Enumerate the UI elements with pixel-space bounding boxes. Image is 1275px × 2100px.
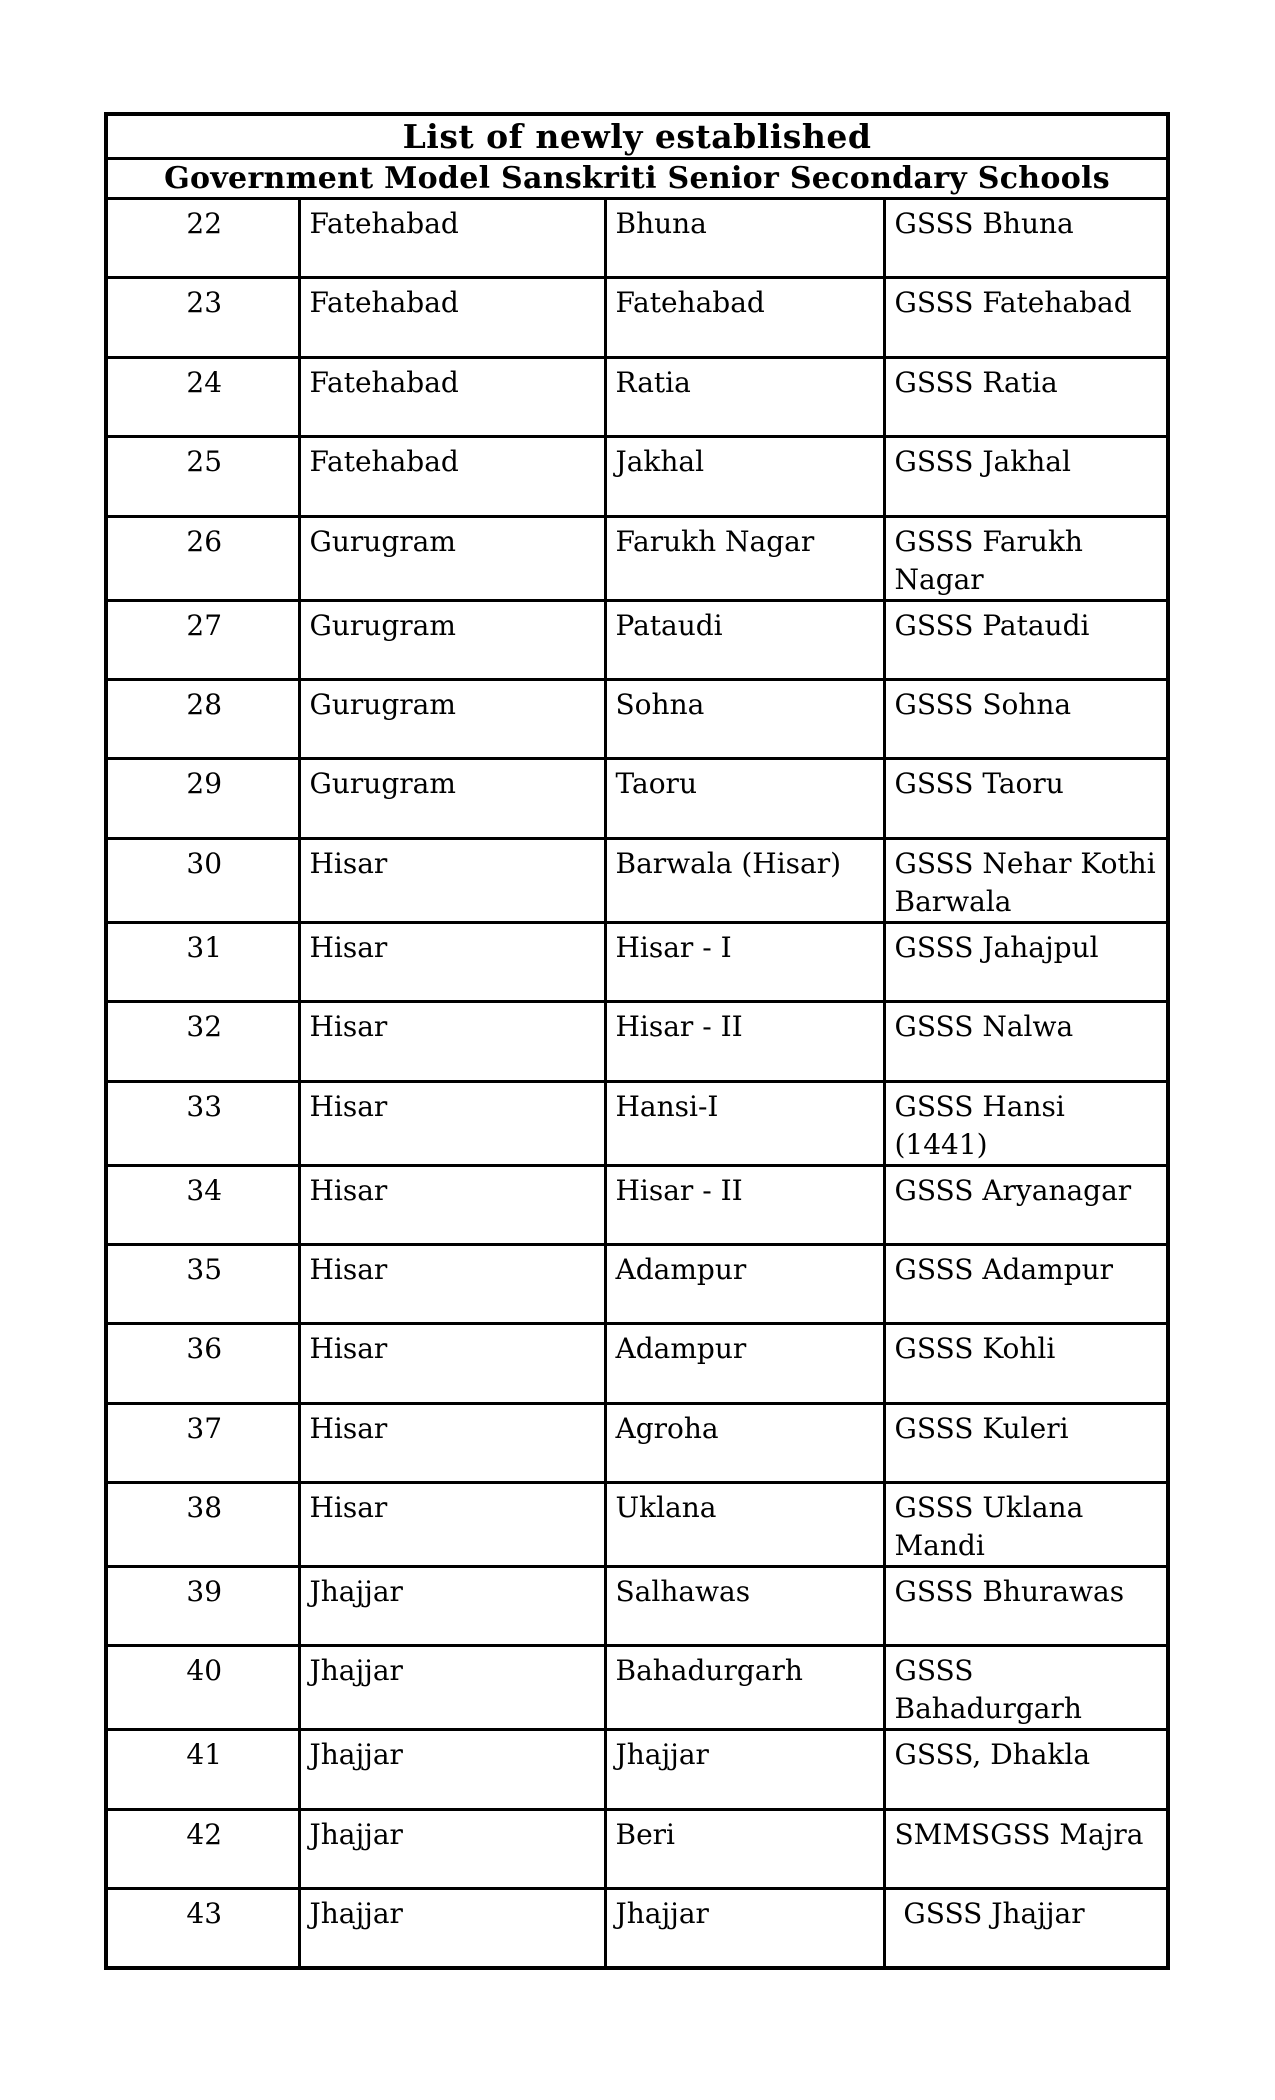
table-row bbox=[106, 199, 1168, 278]
cell-sno: 40 bbox=[106, 1646, 299, 1730]
cell-district: Hisar bbox=[299, 1081, 605, 1165]
cell-district: Jhajjar bbox=[299, 1646, 605, 1730]
cell-block: Adampur bbox=[605, 1244, 884, 1323]
cell-district: Jhajjar bbox=[299, 1809, 605, 1888]
cell-school: GSSS Hansi (1441) bbox=[884, 1081, 1168, 1165]
table-row bbox=[106, 1809, 1168, 1888]
cell-district: Hisar bbox=[299, 1403, 605, 1482]
table-row bbox=[106, 1646, 1168, 1730]
cell-sno: 33 bbox=[106, 1081, 299, 1165]
cell-block: Jhajjar bbox=[605, 1889, 884, 1968]
cell-sno: 43 bbox=[106, 1889, 299, 1968]
cell-district: Fatehabad bbox=[299, 199, 605, 278]
cell-block: Farukh Nagar bbox=[605, 516, 884, 600]
cell-district: Jhajjar bbox=[299, 1567, 605, 1646]
cell-district: Fatehabad bbox=[299, 357, 605, 436]
cell-district: Gurugram bbox=[299, 600, 605, 679]
cell-sno: 28 bbox=[106, 679, 299, 758]
cell-sno: 35 bbox=[106, 1244, 299, 1323]
cell-school: GSSS Uklana Mandi bbox=[884, 1483, 1168, 1567]
schools-table bbox=[104, 112, 1170, 1970]
cell-district: Hisar bbox=[299, 838, 605, 922]
table-title: List of newly established bbox=[106, 114, 1168, 159]
cell-school: GSSS Pataudi bbox=[884, 600, 1168, 679]
cell-school: GSSS Jakhal bbox=[884, 437, 1168, 516]
table-row bbox=[106, 1403, 1168, 1482]
cell-school: GSSS Bhuna bbox=[884, 199, 1168, 278]
cell-school: GSSS Nehar Kothi Barwala bbox=[884, 838, 1168, 922]
cell-district: Hisar bbox=[299, 1324, 605, 1403]
cell-district: Gurugram bbox=[299, 516, 605, 600]
table-row bbox=[106, 1165, 1168, 1244]
table-row bbox=[106, 922, 1168, 1001]
table-row bbox=[106, 759, 1168, 838]
cell-block: Barwala (Hisar) bbox=[605, 838, 884, 922]
table-row bbox=[106, 1889, 1168, 1968]
table-row bbox=[106, 838, 1168, 922]
cell-block: Sohna bbox=[605, 679, 884, 758]
cell-sno: 42 bbox=[106, 1809, 299, 1888]
cell-school: GSSS Bahadurgarh bbox=[884, 1646, 1168, 1730]
cell-school: GSSS Farukh Nagar bbox=[884, 516, 1168, 600]
table-row bbox=[106, 1244, 1168, 1323]
cell-block: Hisar - I bbox=[605, 922, 884, 1001]
cell-sno: 41 bbox=[106, 1730, 299, 1809]
table-row bbox=[106, 1730, 1168, 1809]
cell-block: Bahadurgarh bbox=[605, 1646, 884, 1730]
cell-sno: 32 bbox=[106, 1002, 299, 1081]
cell-sno: 24 bbox=[106, 357, 299, 436]
cell-school: GSSS Kohli bbox=[884, 1324, 1168, 1403]
table-title-row bbox=[106, 114, 1168, 159]
cell-sno: 37 bbox=[106, 1403, 299, 1482]
cell-sno: 39 bbox=[106, 1567, 299, 1646]
cell-sno: 31 bbox=[106, 922, 299, 1001]
cell-school: GSSS Bhurawas bbox=[884, 1567, 1168, 1646]
cell-district: Hisar bbox=[299, 1244, 605, 1323]
cell-school: GSSS Jhajjar bbox=[884, 1889, 1168, 1968]
cell-district: Gurugram bbox=[299, 679, 605, 758]
cell-block: Pataudi bbox=[605, 600, 884, 679]
cell-school: GSSS Kuleri bbox=[884, 1403, 1168, 1482]
table-row bbox=[106, 1002, 1168, 1081]
cell-sno: 38 bbox=[106, 1483, 299, 1567]
cell-block: Salhawas bbox=[605, 1567, 884, 1646]
cell-sno: 23 bbox=[106, 278, 299, 357]
cell-school: GSSS Adampur bbox=[884, 1244, 1168, 1323]
cell-district: Hisar bbox=[299, 1483, 605, 1567]
cell-sno: 25 bbox=[106, 437, 299, 516]
cell-sno: 30 bbox=[106, 838, 299, 922]
cell-district: Jhajjar bbox=[299, 1889, 605, 1968]
cell-block: Adampur bbox=[605, 1324, 884, 1403]
cell-district: Hisar bbox=[299, 922, 605, 1001]
table-row bbox=[106, 600, 1168, 679]
cell-sno: 34 bbox=[106, 1165, 299, 1244]
cell-sno: 27 bbox=[106, 600, 299, 679]
cell-block: Agroha bbox=[605, 1403, 884, 1482]
cell-district: Gurugram bbox=[299, 759, 605, 838]
cell-block: Uklana bbox=[605, 1483, 884, 1567]
table-row bbox=[106, 1324, 1168, 1403]
cell-school: GSSS Nalwa bbox=[884, 1002, 1168, 1081]
cell-block: Ratia bbox=[605, 357, 884, 436]
cell-sno: 26 bbox=[106, 516, 299, 600]
table-row bbox=[106, 1081, 1168, 1165]
cell-district: Jhajjar bbox=[299, 1730, 605, 1809]
cell-block: Taoru bbox=[605, 759, 884, 838]
cell-school: SMMSGSS Majra bbox=[884, 1809, 1168, 1888]
table-row bbox=[106, 516, 1168, 600]
table-row bbox=[106, 679, 1168, 758]
cell-school: GSSS, Dhakla bbox=[884, 1730, 1168, 1809]
cell-school: GSSS Ratia bbox=[884, 357, 1168, 436]
cell-block: Hisar - II bbox=[605, 1165, 884, 1244]
table-subtitle-row bbox=[106, 159, 1168, 199]
cell-school: GSSS Aryanagar bbox=[884, 1165, 1168, 1244]
table-row bbox=[106, 357, 1168, 436]
cell-district: Fatehabad bbox=[299, 437, 605, 516]
cell-block: Jakhal bbox=[605, 437, 884, 516]
cell-block: Bhuna bbox=[605, 199, 884, 278]
table-row bbox=[106, 278, 1168, 357]
table-row bbox=[106, 437, 1168, 516]
cell-block: Hisar - II bbox=[605, 1002, 884, 1081]
cell-district: Fatehabad bbox=[299, 278, 605, 357]
cell-block: Hansi-I bbox=[605, 1081, 884, 1165]
cell-school: GSSS Jahajpul bbox=[884, 922, 1168, 1001]
cell-block: Fatehabad bbox=[605, 278, 884, 357]
table-row bbox=[106, 1483, 1168, 1567]
cell-district: Hisar bbox=[299, 1002, 605, 1081]
cell-district: Hisar bbox=[299, 1165, 605, 1244]
cell-school: GSSS Fatehabad bbox=[884, 278, 1168, 357]
cell-sno: 36 bbox=[106, 1324, 299, 1403]
table-row bbox=[106, 1567, 1168, 1646]
cell-sno: 29 bbox=[106, 759, 299, 838]
cell-school: GSSS Taoru bbox=[884, 759, 1168, 838]
cell-block: Beri bbox=[605, 1809, 884, 1888]
cell-school: GSSS Sohna bbox=[884, 679, 1168, 758]
cell-block: Jhajjar bbox=[605, 1730, 884, 1809]
table-subtitle: Government Model Sanskriti Senior Secondary Schools bbox=[106, 159, 1168, 199]
cell-sno: 22 bbox=[106, 199, 299, 278]
